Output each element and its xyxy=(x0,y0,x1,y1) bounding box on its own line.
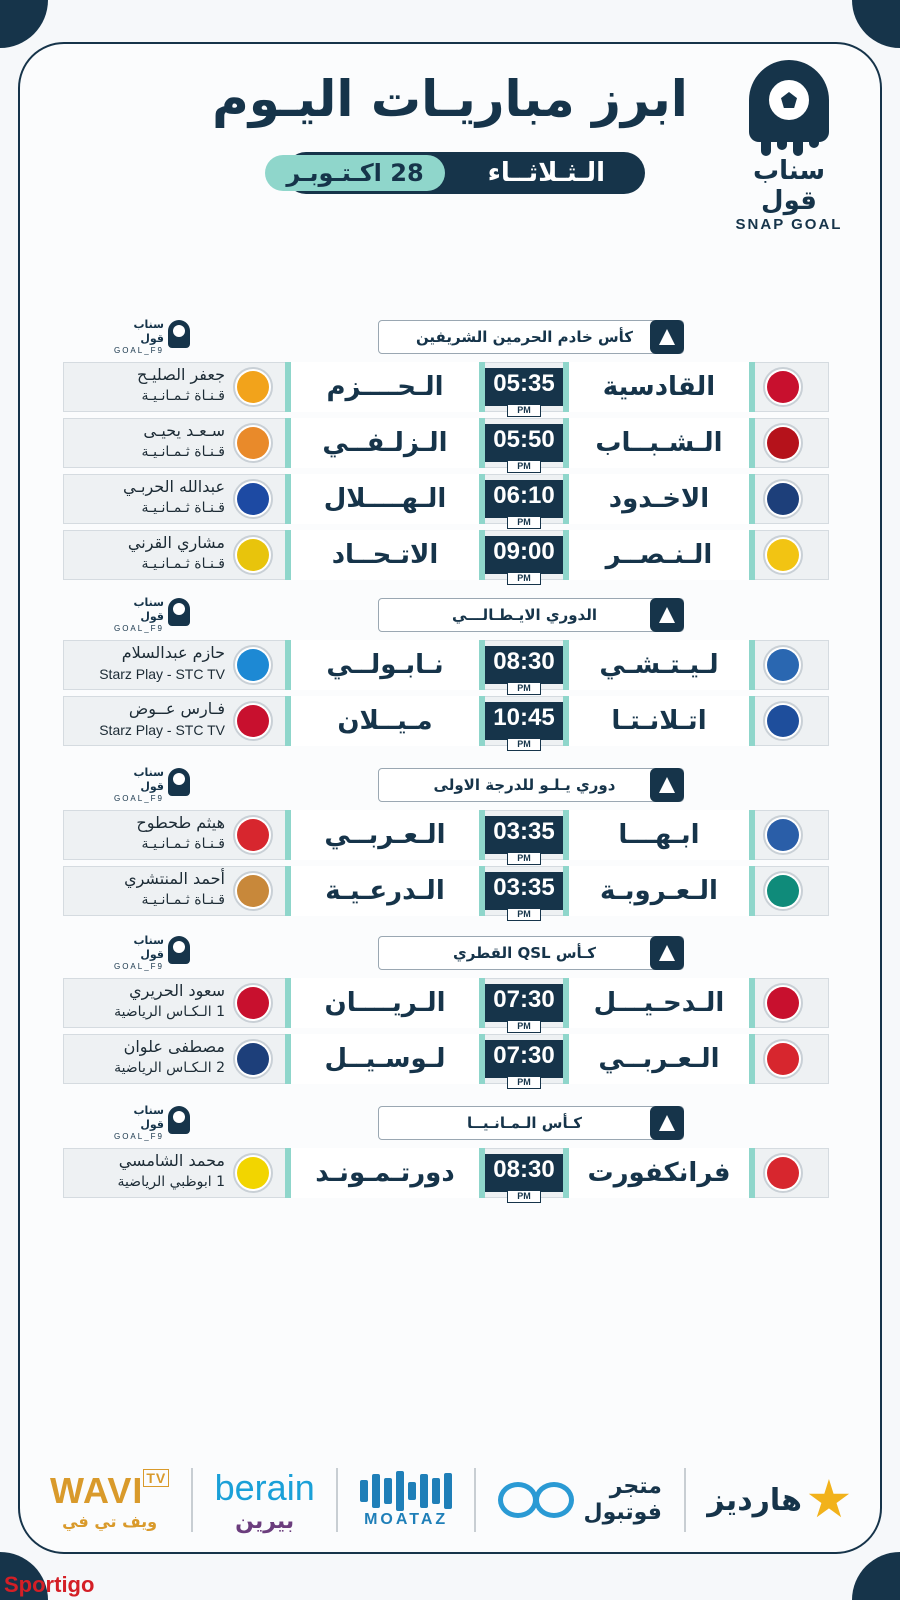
tv-channel: 2 الـكـاس الرياضية xyxy=(114,1060,225,1076)
home-team-name: القادسية xyxy=(563,362,755,412)
sponsor-divider xyxy=(684,1468,686,1532)
league-label xyxy=(378,320,684,354)
league-label xyxy=(378,1106,684,1140)
commentator-info xyxy=(67,868,225,914)
tv-channel: قـنـاة ثـمـانـيـة xyxy=(141,556,225,572)
kickoff-time: 06:10 xyxy=(485,480,563,518)
commentator-info xyxy=(67,476,225,522)
league-emblem-icon xyxy=(650,598,684,632)
league-header xyxy=(0,766,900,806)
match-row[interactable] xyxy=(63,810,829,863)
commentator-name: محمد الشامسي xyxy=(118,1151,225,1170)
match-row[interactable] xyxy=(63,978,829,1031)
corner-decoration xyxy=(852,0,900,48)
league-header xyxy=(0,318,900,358)
mini-logo: سناب قول GOAL_F9 xyxy=(110,934,190,968)
time-period: PM xyxy=(507,908,541,921)
tv-channel: Starz Play - STC TV xyxy=(99,722,225,738)
away-team-name: لـوسـيــل xyxy=(285,1034,485,1084)
home-team-crest-icon xyxy=(763,479,803,519)
time-period: PM xyxy=(507,572,541,585)
tv-channel: قـنـاة ثـمـانـيـة xyxy=(141,500,225,516)
infinity-icon xyxy=(498,1482,578,1518)
tv-channel: 1 ابوظبي الرياضية xyxy=(117,1174,225,1190)
kickoff-time: 03:35 xyxy=(485,872,563,910)
home-team-crest-icon xyxy=(763,535,803,575)
league-emblem-icon xyxy=(650,320,684,354)
away-team-crest-icon xyxy=(233,423,273,463)
home-team-name: لـيـتـشـي xyxy=(563,640,755,690)
brand-name-english: SNAP GOAL xyxy=(735,216,843,233)
home-team-name: الـدحـيـــل xyxy=(563,978,755,1028)
home-team-crest-icon xyxy=(763,367,803,407)
match-row[interactable] xyxy=(63,640,829,693)
away-team-crest-icon xyxy=(233,815,273,855)
home-team-crest-icon xyxy=(763,645,803,685)
kickoff-time: 08:30 xyxy=(485,1154,563,1192)
sponsor-berain[interactable]: berain بيرين xyxy=(214,1466,315,1534)
mini-logo-icon xyxy=(168,936,190,964)
time-period: PM xyxy=(507,682,541,695)
mini-logo: سناب قول GOAL_F9 xyxy=(110,1104,190,1138)
away-team-crest-icon xyxy=(233,701,273,741)
commentator-name: سعود الحريري xyxy=(129,981,225,1000)
corner-decoration xyxy=(0,0,48,48)
mini-logo: سناب قول GOAL_F9 xyxy=(110,318,190,352)
away-team-name: دورتـمـونـد xyxy=(285,1148,485,1198)
date-bar xyxy=(265,152,645,194)
commentator-name: مشاري القرني xyxy=(127,533,225,552)
match-row[interactable] xyxy=(63,530,829,583)
sponsors-bar xyxy=(50,1460,850,1540)
snap-goal-logo xyxy=(724,60,854,233)
league-emblem-icon xyxy=(650,1106,684,1140)
home-team-name: الـعـربــي xyxy=(563,1034,755,1084)
league-name: كـأس QSL القطري xyxy=(452,944,596,962)
commentator-name: سـعـد يحيـى xyxy=(143,421,225,440)
league-label xyxy=(378,936,684,970)
mini-logo-icon xyxy=(168,768,190,796)
sponsor-divider xyxy=(474,1468,476,1532)
home-team-name: الاخـدود xyxy=(563,474,755,524)
away-team-name: الـعـربــي xyxy=(285,810,485,860)
away-team-name: الـحــــزم xyxy=(285,362,485,412)
league-emblem-icon xyxy=(650,768,684,802)
corner-decoration xyxy=(852,1552,900,1600)
sponsor-hardees[interactable]: هارديز xyxy=(707,1465,850,1535)
day-label: الـثـلاثــاء xyxy=(285,152,645,194)
away-team-crest-icon xyxy=(233,535,273,575)
away-team-crest-icon xyxy=(233,871,273,911)
league-header xyxy=(0,934,900,974)
tv-channel: قـنـاة ثـمـانـيـة xyxy=(141,892,225,908)
tv-channel: قـنـاة ثـمـانـيـة xyxy=(141,388,225,404)
away-team-crest-icon xyxy=(233,479,273,519)
commentator-info xyxy=(67,642,225,688)
commentator-info xyxy=(67,420,225,466)
league-emblem-icon xyxy=(650,936,684,970)
tv-channel: قـنـاة ثـمـانـيـة xyxy=(141,836,225,852)
league-header xyxy=(0,1104,900,1144)
sponsor-moataz[interactable]: MOATAZ xyxy=(360,1465,452,1535)
home-team-name: ابـهـــا xyxy=(563,810,755,860)
commentator-info xyxy=(67,698,225,744)
kickoff-time: 10:45 xyxy=(485,702,563,740)
away-team-name: الـريــــان xyxy=(285,978,485,1028)
kickoff-time: 03:35 xyxy=(485,816,563,854)
match-row[interactable] xyxy=(63,418,829,471)
mini-logo-icon xyxy=(168,320,190,348)
commentator-name: فـارس عــوض xyxy=(128,699,225,718)
home-team-name: اتـلانـتـا xyxy=(563,696,755,746)
page-title: ابرز مباريـات اليـوم xyxy=(212,70,688,128)
time-period: PM xyxy=(507,1076,541,1089)
away-team-crest-icon xyxy=(233,1039,273,1079)
away-team-name: الاتـحــاد xyxy=(285,530,485,580)
league-name: كأس خادم الحرمين الشريفين xyxy=(415,328,634,346)
brand-name-arabic: سناب قول xyxy=(752,156,826,216)
tv-channel: 1 الـكـاس الرياضية xyxy=(114,1004,225,1020)
sponsor-divider xyxy=(336,1468,338,1532)
league-name: كـأس الـمـانـيــا xyxy=(467,1114,582,1132)
time-period: PM xyxy=(507,460,541,473)
commentator-info xyxy=(67,1150,225,1196)
tv-channel: قـنـاة ثـمـانـيـة xyxy=(141,444,225,460)
commentator-info xyxy=(67,532,225,578)
home-team-name: الـشـبــاب xyxy=(563,418,755,468)
time-period: PM xyxy=(507,1020,541,1033)
time-period: PM xyxy=(507,404,541,417)
commentator-name: جعفر الصليـح xyxy=(137,365,225,384)
football-logo-icon xyxy=(741,60,837,156)
mini-logo: سناب قول GOAL_F9 xyxy=(110,596,190,630)
time-period: PM xyxy=(507,516,541,529)
away-team-name: مـيــلان xyxy=(285,696,485,746)
kickoff-time: 05:50 xyxy=(485,424,563,462)
home-team-crest-icon xyxy=(763,1153,803,1193)
away-team-crest-icon xyxy=(233,367,273,407)
kickoff-time: 05:35 xyxy=(485,368,563,406)
league-name: الدوري الايـطـالـــي xyxy=(452,606,597,624)
away-team-crest-icon xyxy=(233,983,273,1023)
tv-channel: Starz Play - STC TV xyxy=(99,666,225,682)
match-row[interactable] xyxy=(63,474,829,527)
kickoff-time: 07:30 xyxy=(485,1040,563,1078)
kickoff-time: 09:00 xyxy=(485,536,563,574)
commentator-info xyxy=(67,812,225,858)
home-team-name: فرانكفورت xyxy=(563,1148,755,1198)
commentator-name: حازم عبدالسلام xyxy=(121,643,225,662)
commentator-info xyxy=(67,364,225,410)
time-period: PM xyxy=(507,852,541,865)
away-team-crest-icon xyxy=(233,645,273,685)
equalizer-icon xyxy=(360,1471,452,1511)
match-row[interactable] xyxy=(63,362,829,415)
kickoff-time: 07:30 xyxy=(485,984,563,1022)
commentator-name: هيثم طحطوح xyxy=(136,813,225,832)
watermark: Sportigo xyxy=(4,1572,95,1597)
home-team-crest-icon xyxy=(763,871,803,911)
away-team-name: الـزلـفــي xyxy=(285,418,485,468)
mini-logo-icon xyxy=(168,598,190,626)
commentator-info xyxy=(67,980,225,1026)
match-row[interactable] xyxy=(63,1034,829,1087)
home-team-crest-icon xyxy=(763,983,803,1023)
sponsor-football-store[interactable]: متجر فوتبول xyxy=(498,1465,662,1535)
league-header xyxy=(0,596,900,636)
sponsor-divider xyxy=(191,1468,193,1532)
time-period: PM xyxy=(507,1190,541,1203)
home-team-crest-icon xyxy=(763,815,803,855)
sponsor-wavi[interactable]: WAVI $^{TV}$ ويف تي في xyxy=(50,1465,169,1535)
kickoff-time: 08:30 xyxy=(485,646,563,684)
league-name: دوري يـلـو للدرجة الاولى xyxy=(433,776,616,794)
star-icon xyxy=(808,1479,850,1521)
commentator-name: عبدالله الحربـي xyxy=(122,477,225,496)
match-row[interactable] xyxy=(63,866,829,919)
home-team-name: الـنـصــر xyxy=(563,530,755,580)
home-team-crest-icon xyxy=(763,1039,803,1079)
commentator-name: مصطفى علوان xyxy=(123,1037,225,1056)
league-label xyxy=(378,768,684,802)
mini-logo: سناب قول GOAL_F9 xyxy=(110,766,190,800)
home-team-name: الـعـروبـة xyxy=(563,866,755,916)
home-team-crest-icon xyxy=(763,423,803,463)
time-period: PM xyxy=(507,738,541,751)
match-row[interactable] xyxy=(63,696,829,749)
league-label xyxy=(378,598,684,632)
away-team-name: نـابـولــي xyxy=(285,640,485,690)
away-team-name: الـدرعـيـة xyxy=(285,866,485,916)
commentator-name: أحمد المنتشري xyxy=(124,869,225,888)
date-label: 28 اكـتـوبـر xyxy=(265,155,445,191)
away-team-crest-icon xyxy=(233,1153,273,1193)
away-team-name: الـهــــلال xyxy=(285,474,485,524)
home-team-crest-icon xyxy=(763,701,803,741)
mini-logo-icon xyxy=(168,1106,190,1134)
match-row[interactable] xyxy=(63,1148,829,1201)
commentator-info xyxy=(67,1036,225,1082)
